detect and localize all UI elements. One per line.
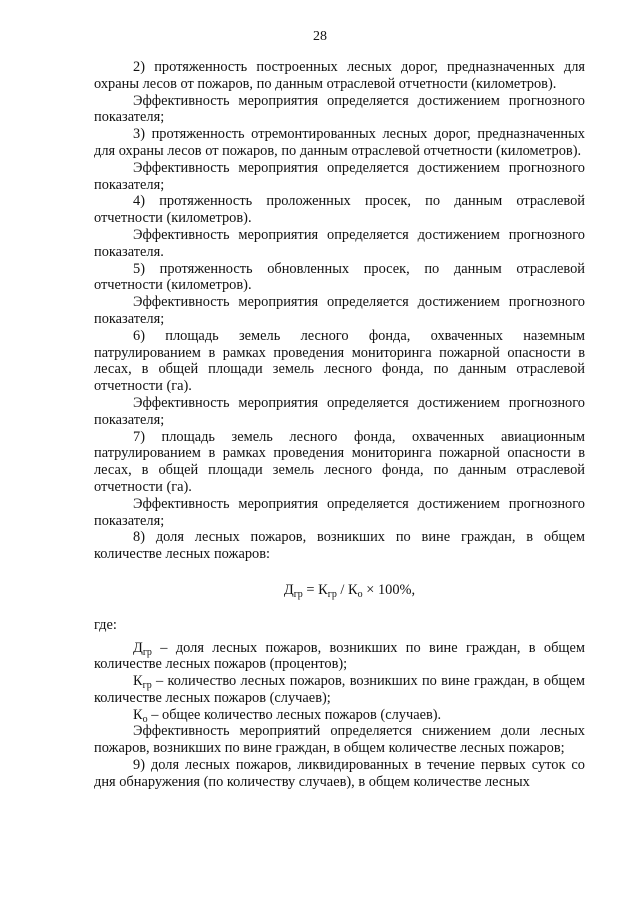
paragraph: Эффективность мероприятий определяется снижением доли лесных пожаров, возникших по вине граждан, в общем количестве лесных пожаров; bbox=[94, 723, 585, 757]
formula-denominator-sub: о bbox=[357, 588, 363, 600]
paragraph: Эффективность мероприятия определяется достижением прогнозного показателя; bbox=[94, 159, 585, 193]
paragraph: Эффективность мероприятия определяется достижением прогнозного показателя; bbox=[94, 495, 585, 529]
formula-lhs: Д bbox=[283, 581, 294, 598]
document-body bbox=[94, 59, 585, 791]
definition-symbol-sub: гр bbox=[142, 680, 152, 692]
paragraph: 3) протяженность отремонтированных лесных дорог, предназначенных для охраны лесов от пожаров, по данным отраслевой отчетности (километров). bbox=[94, 126, 585, 159]
paragraph: 7) площадь земель лесного фонда, охваченных авиационным патрулированием в рамках проведения мониторинга пожарной опасности в лесах, в общей площади земель лесного фонда, по данным отраслевой отчетности (га). bbox=[94, 428, 585, 495]
where-label: где: bbox=[94, 616, 117, 633]
paragraph: 9) доля лесных пожаров, ликвидированных в течение первых суток со дня обнаружения (по количеству случаев), в общем количестве лесных bbox=[94, 757, 585, 790]
definition-item bbox=[94, 673, 585, 707]
definition-symbol-sub: гр bbox=[142, 646, 152, 658]
definition-text: – доля лесных пожаров, возникших по вине граждан, в общем количестве лесных пожаров (процентов); bbox=[94, 639, 585, 673]
definition-item bbox=[94, 707, 585, 724]
formula-denominator: К bbox=[348, 581, 358, 598]
definition-symbol-sub: о bbox=[142, 713, 148, 725]
definition-symbol: Д bbox=[133, 639, 143, 656]
closing-paragraphs bbox=[94, 723, 585, 790]
paragraph: 2) протяженность построенных лесных дорог, предназначенных для охраны лесов от пожаров, по данным отраслевой отчетности (километров). bbox=[94, 59, 585, 92]
paragraph: 8) доля лесных пожаров, возникших по вине граждан, в общем количестве лесных пожаров: bbox=[94, 529, 585, 563]
paragraph: Эффективность мероприятия определяется достижением прогнозного показателя; bbox=[94, 394, 585, 428]
definitions bbox=[94, 640, 585, 724]
definition-text: – общее количество лесных пожаров (случаев). bbox=[147, 706, 442, 723]
definition-symbol: К bbox=[133, 673, 143, 690]
paragraph: 5) протяженность обновленных просек, по данным отраслевой отчетности (километров). bbox=[94, 260, 585, 294]
formula-div: / bbox=[336, 581, 349, 598]
paragraph: Эффективность мероприятия определяется достижением прогнозного показателя; bbox=[94, 294, 585, 327]
formula bbox=[94, 582, 585, 599]
definition-symbol: К bbox=[133, 706, 143, 723]
formula-numerator-sub: гр bbox=[327, 588, 337, 600]
definition-item bbox=[94, 640, 585, 674]
paragraph: 4) протяженность проложенных просек, по данным отраслевой отчетности (километров). bbox=[94, 193, 585, 227]
paragraph: 6) площадь земель лесного фонда, охваченных наземным патрулированием в рамках проведения мониторинга пожарной опасности в лесах, в общей площади земель лесного фонда, по данным отраслевой отчетности (га). bbox=[94, 327, 585, 395]
paragraph: Эффективность мероприятия определяется достижением прогнозного показателя; bbox=[94, 92, 585, 126]
definition-text: – количество лесных пожаров, возникших по вине граждан, в общем количестве лесных пожаров (случаев); bbox=[94, 673, 585, 706]
paragraphs-before-formula bbox=[94, 59, 585, 563]
page-number: 28 bbox=[313, 29, 327, 44]
formula-lhs-sub: гр bbox=[293, 588, 303, 600]
formula-numerator: К bbox=[318, 581, 328, 598]
formula-tail: × 100%, bbox=[362, 581, 416, 598]
paragraph: Эффективность мероприятия определяется достижением прогнозного показателя. bbox=[94, 226, 585, 260]
formula-eq: = bbox=[302, 581, 319, 598]
